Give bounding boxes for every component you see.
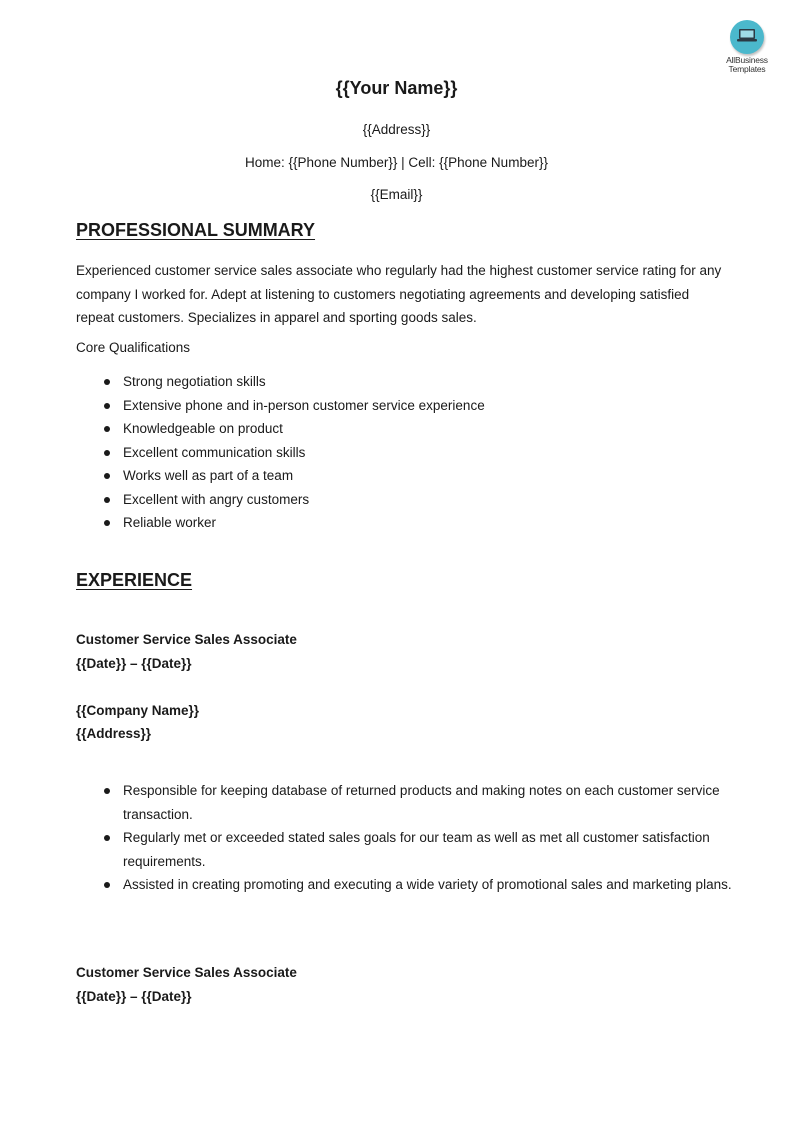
list-item: Excellent with angry customers xyxy=(76,488,736,512)
laptop-icon xyxy=(730,20,764,54)
logo-text-line2: Templates xyxy=(728,64,766,74)
summary-text: Experienced customer service sales associate who regularly had the highest customer service rating for any company I worked for. Adept at listening to customers negotiating agreements and developing satisfied repeat customers. Specializes in apparel and sporting goods sales. xyxy=(76,263,722,325)
list-item: Excellent communication skills xyxy=(76,441,736,465)
summary-heading: PROFESSIONAL SUMMARY xyxy=(76,220,316,240)
list-item: Regularly met or exceeded stated sales goals for our team as well as met all customer satisfaction requirements. xyxy=(76,826,736,873)
job-title: Customer Service Sales Associate xyxy=(76,965,297,980)
core-qualifications-label: Core Qualifications xyxy=(76,340,191,355)
list-item: Extensive phone and in-person customer service experience xyxy=(76,394,736,418)
applicant-email: {{Email}} xyxy=(370,187,423,202)
job-dates: {{Date}} – {{Date}} xyxy=(76,656,192,671)
responsibilities-list xyxy=(76,779,736,897)
experience-heading: EXPERIENCE xyxy=(76,570,193,590)
list-item: Knowledgeable on product xyxy=(76,417,736,441)
applicant-name: {{Your Name}} xyxy=(335,78,458,98)
allbusiness-logo[interactable] xyxy=(718,20,776,74)
company-address: {{Address}} xyxy=(76,726,152,741)
company-name: {{Company Name}} xyxy=(76,703,200,718)
logo-text-line1: AllBusiness xyxy=(726,55,768,65)
job-dates: {{Date}} – {{Date}} xyxy=(76,989,192,1004)
list-item: Responsible for keeping database of returned products and making notes on each customer service transaction. xyxy=(76,779,736,826)
qualifications-list xyxy=(76,370,736,535)
list-item: Reliable worker xyxy=(76,511,736,535)
applicant-phone: Home: {{Phone Number}} | Cell: {{Phone Number}} xyxy=(245,155,548,170)
applicant-address: {{Address}} xyxy=(362,122,431,137)
list-item: Assisted in creating promoting and executing a wide variety of promotional sales and marketing plans. xyxy=(76,873,736,897)
job-title: Customer Service Sales Associate xyxy=(76,632,297,647)
list-item: Works well as part of a team xyxy=(76,464,736,488)
list-item: Strong negotiation skills xyxy=(76,370,736,394)
